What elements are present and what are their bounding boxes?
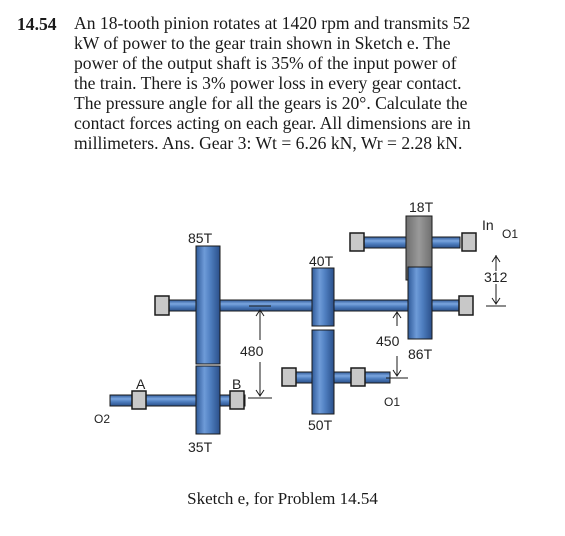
label-dim-450: 450 (376, 333, 400, 349)
label-gear-35t: 35T (188, 439, 213, 455)
problem-line-5: The pressure angle for all the gears is 20°. Calculate the (74, 93, 468, 113)
bearing-b (230, 391, 244, 409)
label-o1-bottom: O1 (384, 395, 401, 409)
gear-85t (196, 246, 220, 364)
label-bearing-b: B (232, 376, 242, 392)
bearing-block (350, 233, 364, 251)
label-dim-480: 480 (240, 343, 264, 359)
third-shaft (282, 368, 390, 386)
bearing-block (459, 296, 473, 315)
label-gear-40t: 40T (309, 253, 334, 269)
bearing-a (132, 391, 146, 409)
output-shaft (110, 391, 245, 409)
bearing-block (351, 368, 365, 386)
label-o2: O2 (94, 412, 111, 426)
label-o1-top: O1 (502, 227, 519, 241)
problem-line-1: An 18-tooth pinion rotates at 1420 rpm and transmits 52 (74, 13, 471, 33)
label-gear-86t: 86T (408, 346, 433, 362)
gear-86t (408, 267, 432, 339)
bearing-block (155, 296, 169, 315)
problem-line-7: millimeters. Ans. Gear 3: Wt = 6.26 kN, Wr = 2.28 kN. (74, 133, 463, 153)
problem-line-3: power of the output shaft is 35% of the input power of (74, 53, 457, 73)
label-input: In (482, 217, 494, 233)
problem-line-2: kW of power to the gear train shown in Sketch e. The (74, 33, 451, 53)
label-dim-312: 312 (484, 269, 508, 285)
gear-50t (312, 330, 334, 414)
problem-line-4: the train. There is 3% power loss in every gear contact. (74, 73, 462, 93)
gear-35t (196, 366, 220, 434)
problem-number: 14.54 (17, 14, 57, 34)
label-bearing-a: A (136, 376, 146, 392)
bearing-block (462, 233, 476, 251)
label-gear-18t: 18T (409, 199, 434, 215)
problem-line-6: contact forces acting on each gear. All dimensions are in (74, 113, 471, 133)
label-gear-50t: 50T (308, 417, 333, 433)
bearing-block (282, 368, 296, 386)
sketch-caption: Sketch e, for Problem 14.54 (187, 489, 378, 508)
label-gear-85t: 85T (188, 230, 213, 246)
gear-40t (312, 268, 334, 326)
